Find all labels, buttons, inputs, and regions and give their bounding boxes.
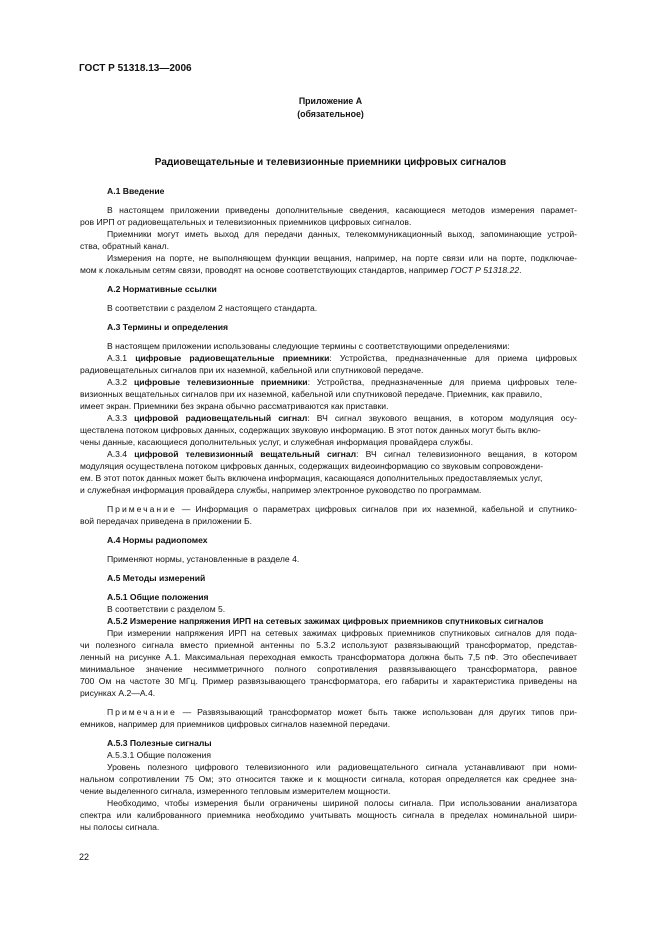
- paragraph-line: имеет экран. Приемники без экрана обычно рассматриваются как приставки.: [80, 401, 389, 411]
- term-name: цифровой телевизионный вещательный сигнал: [134, 449, 357, 459]
- term-number: А.3.4: [107, 449, 135, 459]
- paragraph-line: чение выделенного сигнала, измеренного тепловым измерителем мощности.: [80, 786, 391, 796]
- section-heading: А.2 Нормативные ссылки: [107, 284, 217, 294]
- note-text: — Развязывающий трансформатор может быть также использован для других типов при-: [176, 707, 577, 717]
- paragraph-line: Измерения на порте, не выполняющем функции вещания, например, на порте связи или на порте, подключае-: [107, 253, 577, 263]
- paragraph-line: Необходимо, чтобы измерения были ограничены шириной полосы сигнала. При использовании анализатора: [107, 798, 577, 808]
- paragraph-line: минимальное значение несимметричного полного сопротивления развязывающего трансформатора, равное: [80, 664, 577, 674]
- paragraph-line: визионных вещательных сигналов при их наземной, кабельной или спутниковой передаче. Приемник, как правило,: [80, 389, 543, 399]
- paragraph-line: ществлена потоком цифровых данных, содержащих звуковую информацию. В этот поток данных могут быть вклю-: [80, 425, 541, 435]
- term-text: : ВЧ сигнал телевизионного вещания, в котором: [356, 449, 577, 459]
- term-line: [107, 448, 577, 460]
- term-text: : Устройства, предназначенные для приема цифровых теле-: [307, 377, 577, 387]
- subsection-heading: А.5.2 Измерение напряжения ИРП на сетевых зажимах цифровых приемников спутниковых сигналов: [107, 616, 544, 626]
- note-label: Примечание: [107, 707, 177, 717]
- paragraph-line: нальном сопротивлении 75 Ом; это относится также и к мощности сигнала, которая определяется как среднее зна-: [80, 774, 577, 784]
- section-heading: А.3 Термины и определения: [107, 322, 229, 332]
- paragraph-line: модуляция осуществлена потоком цифровых данных, содержащих видеоинформацию со звуковым сопровождени-: [80, 461, 543, 471]
- term-text: : ВЧ сигнал звукового вещания, в котором модуляция осу-: [307, 413, 577, 423]
- document-body: [80, 185, 577, 833]
- paragraph-line: [80, 264, 577, 276]
- paragraph-line: ства, обратный канал.: [80, 241, 170, 251]
- term-number: А.3.1: [107, 353, 136, 363]
- annex-status: (обязательное): [297, 109, 364, 119]
- term-number: А.3.3: [107, 413, 135, 423]
- subsection-heading: А.5.3.1 Общие положения: [107, 750, 212, 760]
- paragraph-line: радиовещательных сигналов при их наземной, кабельной или спутниковой передаче.: [80, 365, 424, 375]
- note-line: емников, например для приемников цифровых сигналов наземной передачи.: [80, 719, 391, 729]
- term-line: [107, 376, 577, 388]
- paragraph-line: ны полосы сигнала.: [80, 822, 160, 832]
- note-text: — Информация о параметрах цифровых сигналов при их наземной, кабельной и спутнико-: [176, 504, 577, 514]
- section-heading: А.5 Методы измерений: [107, 573, 206, 583]
- standard-reference: ГОСТ Р 51318.22: [450, 265, 520, 275]
- note-label: Примечание: [107, 504, 177, 514]
- term-line: [107, 352, 577, 364]
- paragraph-line: В настоящем приложении использованы следующие термины с соответствующими определениями:: [107, 341, 510, 351]
- section-heading: А.1 Введение: [107, 186, 165, 196]
- term-name: цифровые телевизионные приемники: [133, 377, 308, 387]
- document-header: ГОСТ Р 51318.13—2006: [79, 63, 192, 74]
- annex-title: Радиовещательные и телевизионные приемники цифровых сигналов: [154, 157, 507, 168]
- term-name: цифровые радиовещательные приемники: [135, 353, 330, 363]
- paragraph-line: чены данные, касающиеся дополнительных услуг, и служебная информация провайдера службы.: [80, 437, 473, 447]
- term-number: А.3.2: [107, 377, 134, 387]
- paragraph-line: ленный на рисунке А.1. Максимальная переходная емкость трансформатора должна быть 7,5 пФ. Это обеспечивает: [80, 652, 577, 662]
- page-number: 22: [79, 852, 90, 862]
- paragraph-line: рисунках А.2—А.4.: [80, 688, 156, 698]
- note-line: [107, 503, 577, 515]
- paragraph-line: 700 Ом на частоте 30 МГц. Пример развязывающего трансформатора, его габариты и характеристика приведены на: [80, 676, 577, 686]
- term-name: цифровой радиовещательный сигнал: [134, 413, 308, 423]
- paragraph-line: В настоящем приложении приведены дополнительные сведения, касающиеся методов измерения парамет-: [107, 205, 577, 215]
- paragraph-line: ров ИРП от радиовещательных и телевизионных приемников цифровых сигналов.: [80, 217, 412, 227]
- annex-label: Приложение А: [298, 96, 363, 106]
- paragraph-text: .: [519, 265, 522, 275]
- paragraph-text: мом к локальным сетям связи, проводят на основе соответствующих стандартов, например: [80, 265, 451, 275]
- paragraph-line: чи полезного сигнала вместо приемной антенны по 5.3.2 используют развязывающий трансформатор, представ-: [80, 640, 577, 650]
- paragraph-line: Уровень полезного цифрового телевизионного или радиовещательного сигнала устанавливают при номи-: [107, 762, 577, 772]
- paragraph-line: и служебная информация провайдера службы, например электронное руководство по программам.: [80, 485, 482, 495]
- paragraph-line: Приемники могут иметь выход для передачи данных, телекоммуникационный выход, запоминающие устрой-: [107, 229, 577, 239]
- paragraph-line: В соответствии с разделом 5.: [107, 604, 226, 614]
- paragraph-line: В соответствии с разделом 2 настоящего стандарта.: [107, 303, 318, 313]
- subsection-heading: А.5.3 Полезные сигналы: [107, 738, 212, 748]
- paragraph-line: спектра или калиброванного приемника необходимо учитывать мощность сигнала в пределах номинальной шири-: [80, 810, 577, 820]
- note-line: [107, 706, 577, 718]
- annex-heading: [0, 95, 661, 121]
- paragraph-line: Применяют нормы, установленные в разделе 4.: [107, 554, 300, 564]
- term-line: [107, 412, 577, 424]
- note-line: вой передачах приведена в приложении Б.: [80, 516, 253, 526]
- paragraph-line: ем. В этот поток данных может быть включена информация, касающаяся дополнительных предоставляемых услуг,: [80, 473, 543, 483]
- section-heading: А.4 Нормы радиопомех: [107, 535, 208, 545]
- subsection-heading: А.5.1 Общие положения: [107, 592, 209, 602]
- term-text: : Устройства, предназначенные для приема цифровых: [329, 353, 577, 363]
- paragraph-line: При измерении напряжения ИРП на сетевых зажимах цифровых приемников спутниковых сигналов для пода-: [107, 628, 577, 638]
